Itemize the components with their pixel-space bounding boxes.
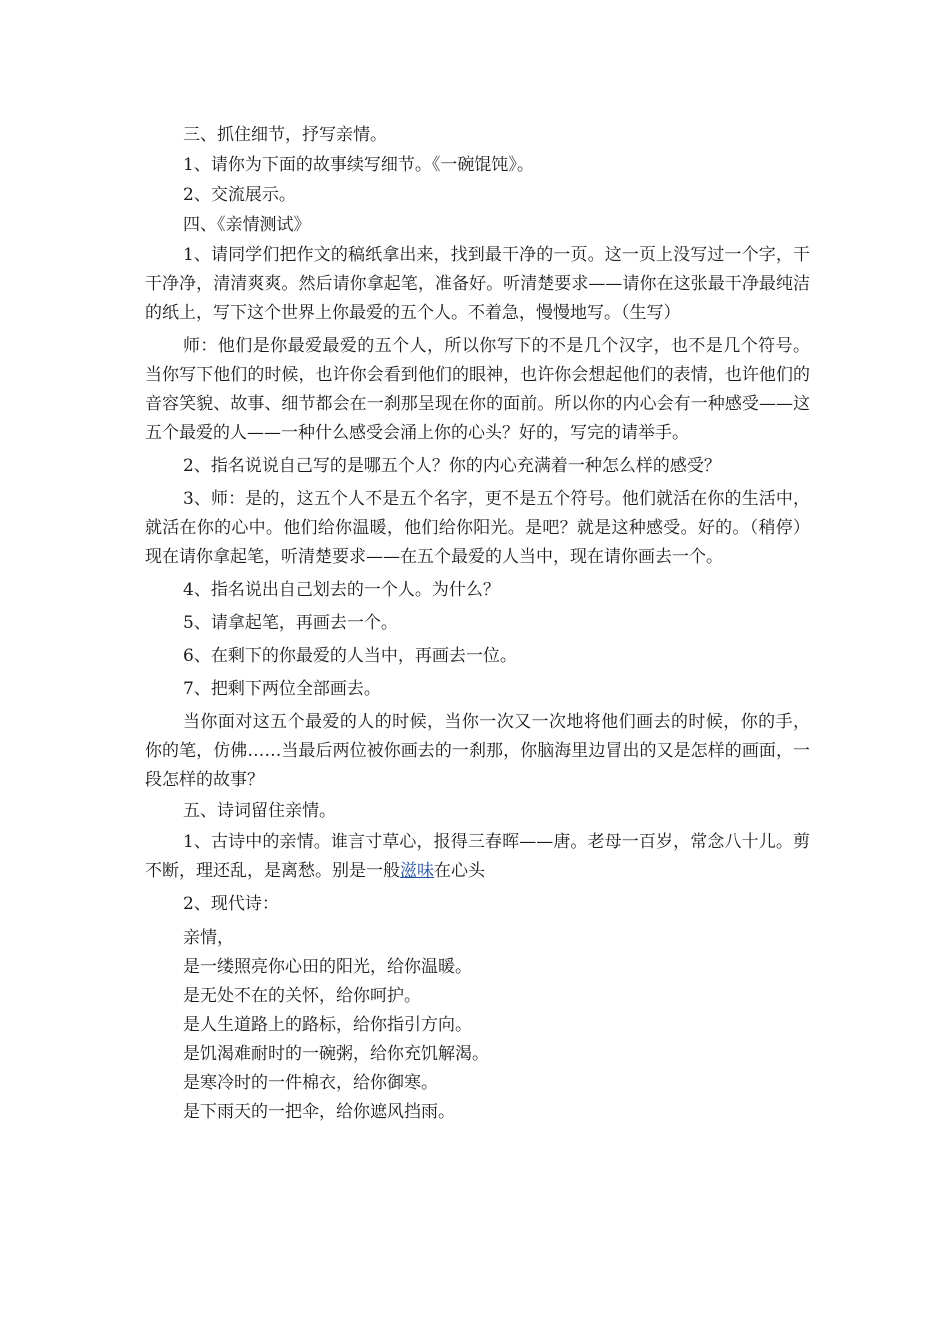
poem-line: 是人生道路上的路标，给你指引方向。	[183, 1015, 472, 1035]
poem-line: 是一缕照亮你心田的阳光，给你温暖。	[183, 957, 472, 977]
section-5-heading: 五、诗词留住亲情。	[183, 801, 336, 821]
poem-line: 是下雨天的一把伞，给你遮风挡雨。	[183, 1102, 455, 1122]
section-4-heading: 四、《亲情测试》	[183, 215, 311, 235]
section-4-item-5: 5、请拿起笔，再画去一个。	[183, 613, 398, 633]
document-body	[145, 121, 810, 1127]
section-4-teacher-paragraph: 师：他们是你最爱最爱的五个人，所以你写下的不是几个汉字，也不是几个符号。当你写下他们的时候，也许你会看到他们的眼神，也许你会想起他们的表情，也许他们的音容笑貌、故事、细节都会在一刹那呈现在你的面前。所以你的内心会有一种感受——这五个最爱的人——一种什么感受会涌上你的心头？好的，写完的请举手。	[145, 336, 810, 443]
section-3-heading: 三、抓住细节，抒写亲情。	[183, 125, 387, 145]
section-4-item-6: 6、在剩下的你最爱的人当中，再画去一位。	[183, 646, 517, 666]
section-4-item-1: 1、请同学们把作文的稿纸拿出来，找到最干净的一页。这一页上没写过一个字，干干净净，清清爽爽。然后请你拿起笔，准备好。听清楚要求——请你在这张最干净最纯洁的纸上，写下这个世界上你最爱的五个人。不着急，慢慢地写。（生写）	[145, 245, 810, 323]
section-5-item-1-tail: 在心头	[434, 861, 485, 881]
ziwei-link[interactable]: 滋味	[400, 861, 434, 881]
poem-line: 是饥渴难耐时的一碗粥，给你充饥解渴。	[183, 1044, 489, 1064]
section-4-item-7: 7、把剩下两位全部画去。	[183, 679, 381, 699]
modern-poem	[145, 924, 810, 1127]
poem-line: 是寒冷时的一件棉衣，给你御寒。	[183, 1073, 438, 1093]
section-5-item-1-text: 1、古诗中的亲情。谁言寸草心，报得三春晖——唐。老母一百岁，常念八十儿。剪不断，理还乱，是离愁。别是一般	[145, 832, 810, 881]
poem-line: 亲情，	[183, 928, 234, 948]
section-5-item-2: 2、现代诗：	[183, 894, 279, 914]
section-3-item-1: 1、请你为下面的故事续写细节。《一碗馄饨》。	[183, 155, 534, 175]
section-4-item-3: 3、师：是的，这五个人不是五个名字，更不是五个符号。他们就活在你的生活中，就活在你的心中。他们给你温暖，他们给你阳光。是吧？就是这种感受。好的。（稍停）现在请你拿起笔，听清楚要求——在五个最爱的人当中，现在请你画去一个。	[145, 489, 810, 567]
section-4-summary: 当你面对这五个最爱的人的时候，当你一次又一次地将他们画去的时候，你的手，你的笔，仿佛……当最后两位被你画去的一刹那，你脑海里边冒出的又是怎样的画面，一段怎样的故事？	[145, 712, 810, 790]
section-3-item-2: 2、交流展示。	[183, 185, 296, 205]
poem-line: 是无处不在的关怀，给你呵护。	[183, 986, 421, 1006]
section-4-item-4: 4、指名说出自己划去的一个人。为什么？	[183, 580, 500, 600]
section-5-item-1	[145, 828, 810, 886]
section-4-item-2: 2、指名说说自己写的是哪五个人？你的内心充满着一种怎么样的感受？	[183, 456, 721, 476]
